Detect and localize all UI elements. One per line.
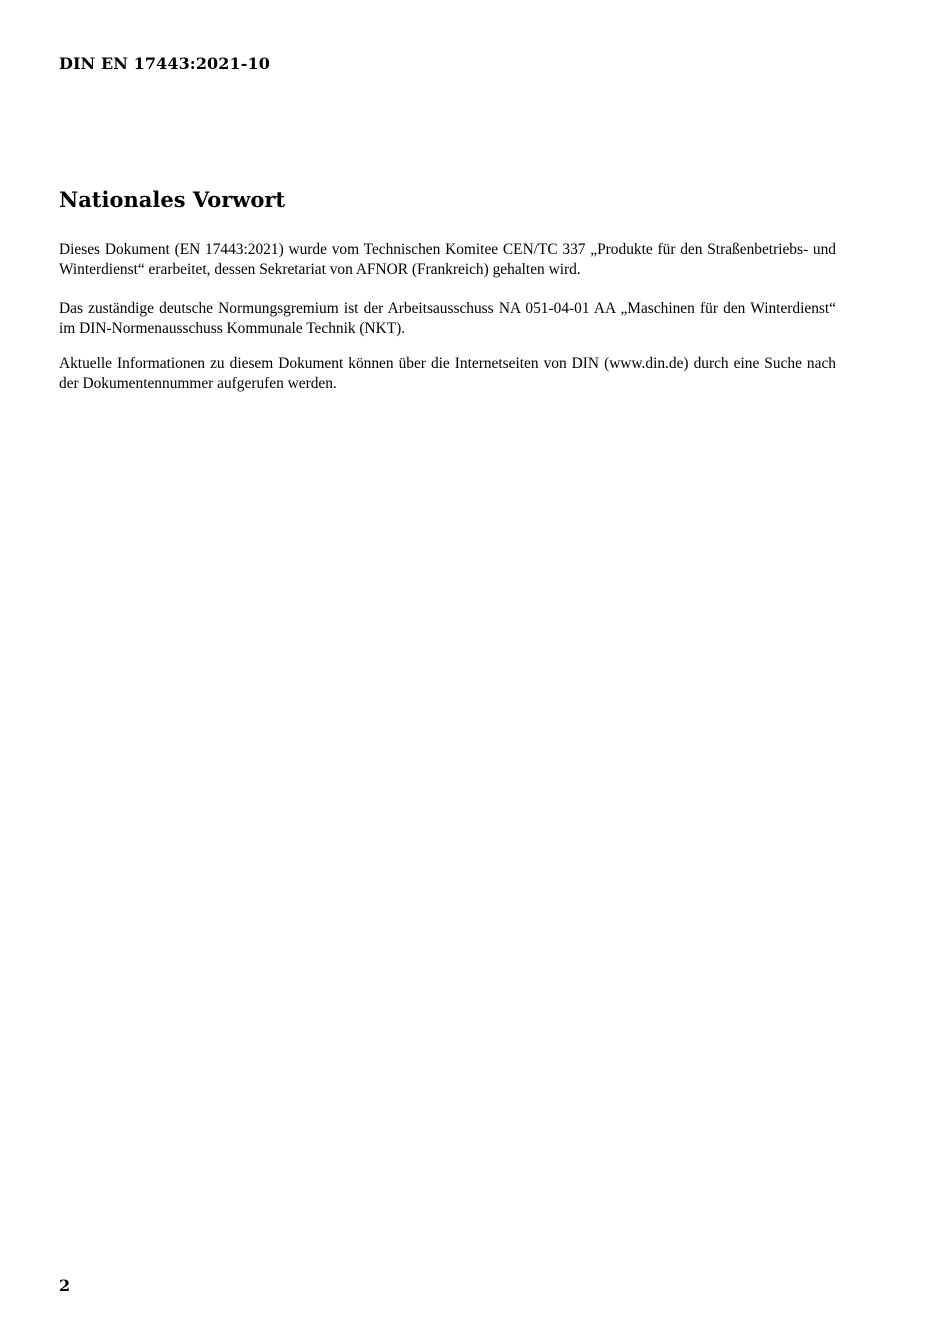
paragraph-national-body: Das zuständige deutsche Normungsgremium ist der Arbeitsausschuss NA 051-04-01 AA „Maschinen für den Winterdienst“ im DIN-Normenausschuss Kommunale Technik (NKT). (59, 300, 836, 337)
paragraph-information: Aktuelle Informationen zu diesem Dokument können über die Internetseiten von DIN (www.din.de) durch eine Suche nach der Dokumentennummer aufgerufen werden. (59, 355, 836, 392)
page-number: 2 (59, 1276, 71, 1295)
section-title: Nationales Vorwort (59, 187, 286, 212)
body-text (59, 240, 836, 394)
document-id-header: DIN EN 17443:2021-10 (59, 54, 270, 73)
paragraph-committee: Dieses Dokument (EN 17443:2021) wurde vom Technischen Komitee CEN/TC 337 „Produkte für den Straßenbetriebs- und Winterdienst“ erarbeitet, dessen Sekretariat von AFNOR (Frankreich) gehalten wird. (59, 241, 836, 278)
